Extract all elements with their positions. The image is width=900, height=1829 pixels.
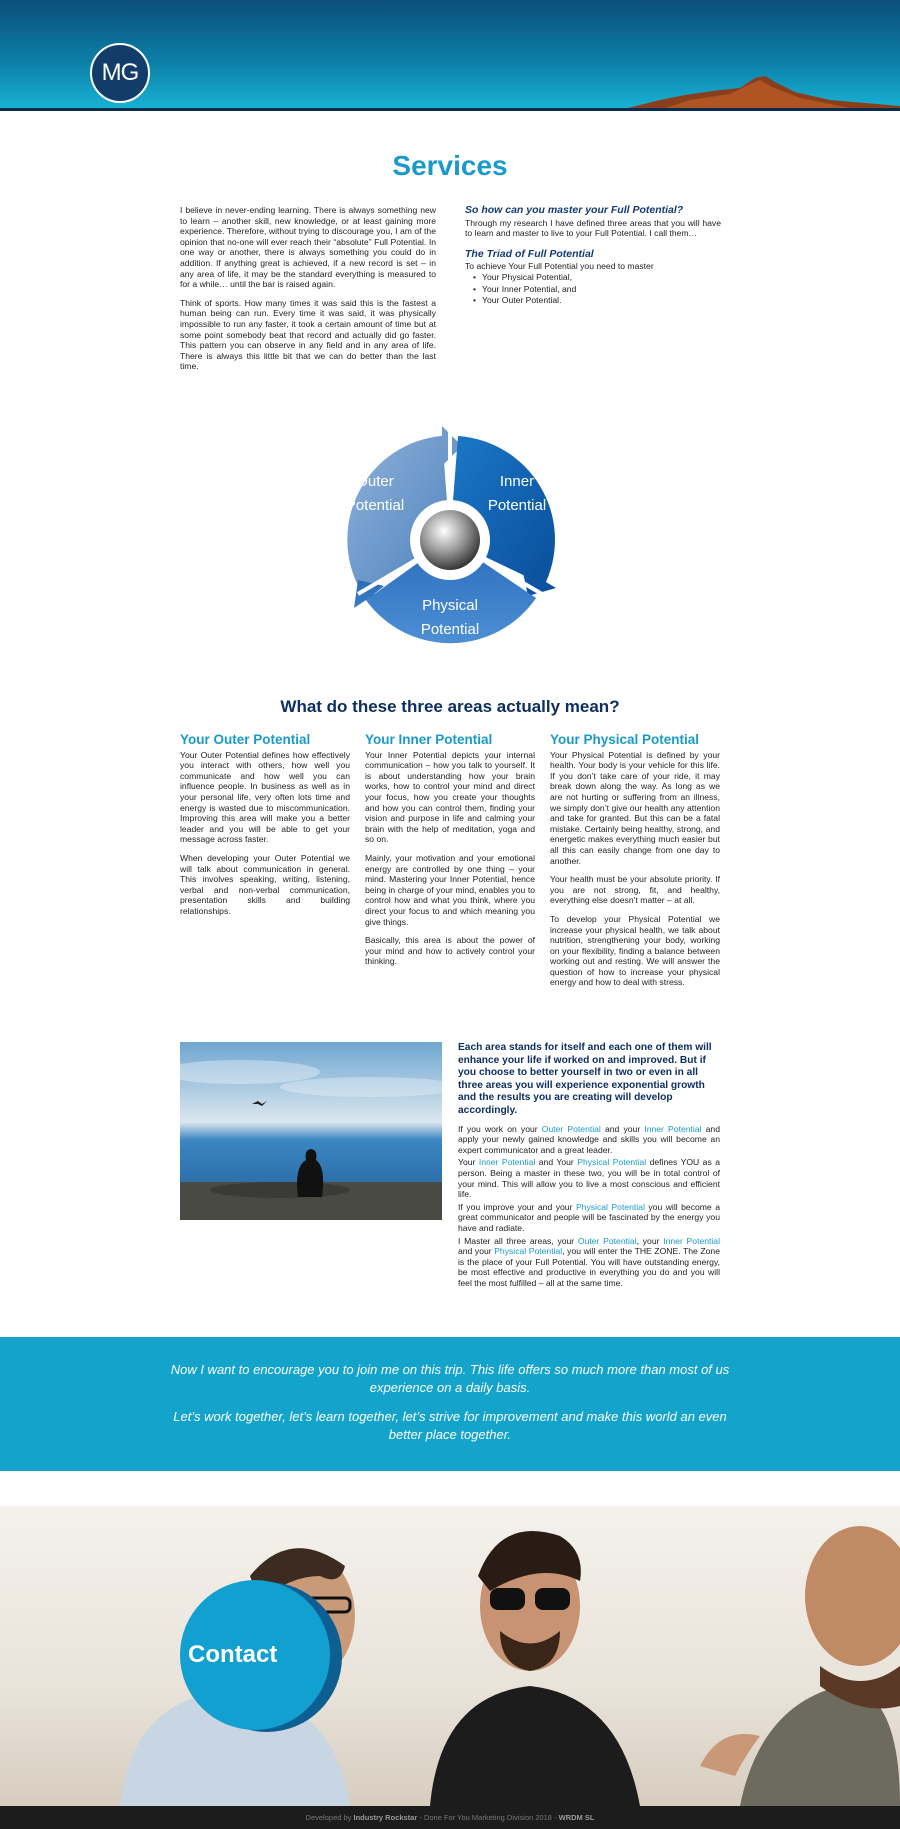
column-paragraph: When developing your Outer Potential we will talk about communication in general. This involves speaking, writing, listening, verbal and non-verbal communication, presentation skills and building relationships.	[180, 852, 350, 916]
triad-list	[465, 272, 721, 306]
site-footer	[0, 1806, 900, 1829]
text-span: and apply your newly gained knowledge and skills you will become an expert communicator and a great leader.	[458, 1123, 720, 1155]
question-text: Through my research I have defined three areas that you will have to learn and master to live to your Full Potential. I call them…	[465, 217, 721, 239]
outer-potential-title: Your Outer Potential	[180, 732, 311, 747]
highlight-physical: Physical Potential	[577, 1157, 647, 1168]
physical-potential-column	[550, 732, 720, 996]
header-divider	[0, 108, 900, 111]
summary-paragraph	[458, 1202, 720, 1234]
text-span: Your	[458, 1157, 479, 1168]
column-paragraph: Your Outer Potential defines how effectively you interact with others, how well you communicate and how well you can influence people. In business as well as in your personal life, very often lots time and energy is wasted due to miscommunication. Improving this area will make you a better leader and you will be able to get your message across faster.	[180, 749, 350, 845]
highlight-outer: Outer Potential	[541, 1123, 601, 1134]
text-span: you will become a great communicator and people will be fascinated by the energy you have and radiate.	[458, 1201, 720, 1233]
footer-text: Developed by	[305, 1813, 354, 1822]
outer-potential-column	[180, 732, 350, 925]
contact-button[interactable]: Contact	[180, 1580, 330, 1730]
inner-potential-column	[365, 732, 535, 975]
column-paragraph: Basically, this area is about the power of your mind and how to actively control your thinking.	[365, 935, 535, 967]
triad-heading: The Triad of Full Potential	[465, 247, 594, 260]
contact-photo	[0, 1506, 900, 1806]
highlight-physical: Physical Potential	[494, 1246, 563, 1257]
label-line: Potential	[420, 621, 480, 638]
summary-lead: Each area stands for itself and each one of them will enhance your life if worked on and improved. But if you choose to better yourself in two or even in all three areas you will experience exponential growth and the results you are creating will develop accordingly.	[458, 1042, 712, 1116]
text-span: and your	[458, 1246, 495, 1257]
intro-left-column	[180, 205, 436, 380]
column-paragraph: Your Inner Potential depicts your internal communication – how you talk to yourself. It is about understanding how your brain works, how to control your mind and direct your focus, how you create your thoughts and how you can control them, finding your vision and purpose in life and calming your brain with the help of meditation, yoga and so on.	[365, 749, 535, 845]
summary-text	[458, 1042, 720, 1290]
triad-text: To achieve Your Full Potential you need to master	[465, 261, 654, 272]
column-paragraph: Your health must be your absolute priority. If you are not strong, fit, and healthy, everything else doesn’t matter – at all.	[550, 874, 720, 906]
column-paragraph: Your Physical Potential is defined by your health. Your body is your vehicle for this life. If you don’t take care of your ride, it may break down along the way. As long as we are not hurting or suffering from an illness, we simply don’t give our health any attention and take for granted. But this can be a fatal mistake. Certainly being healthy, strong, and energetic makes everything much easier but all this can easily change from one day to another.	[550, 749, 720, 866]
text-span: and your	[600, 1123, 645, 1134]
text-span: If you work on your	[458, 1123, 542, 1134]
label-line: Potential	[487, 497, 547, 514]
intro-paragraph: Think of sports. How many times it was said this is the fastest a human being can run. Every time it was said, it was physically impossible to run any faster, it took a certain amount of time but at some point somebody beat that record and actually did go faster. This pattern you can observe in any field and in any area of life. There is always this little bit that we can do better than the last time.	[180, 297, 436, 372]
label-line: Outer	[356, 473, 394, 490]
text-span: I Master all three areas, your	[458, 1235, 578, 1246]
physical-potential-title: Your Physical Potential	[550, 732, 700, 747]
footer-text: - Done For You Marketing Division 2018 -	[417, 1813, 559, 1822]
intro-paragraph: I believe in never-ending learning. There is always something new to learn – another skill, new knowledge, or at least gaining more experience. Therefore, without trying to discourage you, I am of the opinion that no-one will ever reach their “absolute” Full Potential. In one way or another, there is always something you could do in addition. If anything great is achieved, if a new record is set – in any area of life, it may be the standard everything is measured to for a while… until the bar is raised again.	[180, 205, 436, 290]
question-heading: So how can you master your Full Potential?	[465, 204, 684, 216]
banner-line: Now I want to encourage you to join me on this trip. This life offers so much more than most of us experience on a daily basis.	[170, 1362, 730, 1395]
banner-line: Let’s work together, let’s learn together, let’s strive for improvement and make this world an even better place together.	[173, 1409, 727, 1442]
site-logo[interactable]: MG	[90, 43, 150, 103]
footer-brand-link[interactable]: Industry Rockstar	[353, 1813, 418, 1822]
inner-potential-title: Your Inner Potential	[365, 732, 493, 747]
triad-cycle-diagram	[314, 404, 586, 676]
summary-paragraph	[458, 1157, 720, 1199]
label-line: Physical	[422, 597, 478, 614]
mountain-climber-image	[600, 70, 900, 110]
text-span: , you will enter the THE ZONE. The Zone is the place of your Full Potential. You will have outstanding energy, be most effective and productive in everything you do and you will feel the most fulfilled – all at the same time.	[458, 1246, 720, 1288]
list-item: • Your Inner Potential, and	[473, 284, 721, 295]
highlight-inner: Inner Potential	[478, 1157, 536, 1168]
text-span: , your	[636, 1235, 664, 1246]
text-span: defines YOU as a person. Being a master in these two, you will be in total control of your mind. This will allow you to live a most conscious and efficient life.	[458, 1157, 720, 1200]
highlight-inner: Inner Potential	[644, 1123, 702, 1134]
encouragement-banner	[0, 1337, 900, 1471]
text-span: If you improve your and your	[458, 1201, 576, 1212]
list-item: • Your Outer Potential.	[473, 295, 721, 306]
column-paragraph: To develop your Physical Potential we increase your physical health, we talk about nutrition, strengthening your body, working on your flexibility, finding a balance between working out and resting. We will answer the question of how to increase your physical energy and how to deal with stress.	[550, 913, 720, 988]
column-paragraph: Mainly, your motivation and your emotional energy are controlled by one thing – your mind. Mastering your Inner Potential, hence being in charge of your mind, enables you to control how and what you think, where you direct your focus to and which meaning you give things.	[365, 852, 535, 927]
highlight-outer: Outer Potential	[577, 1235, 637, 1246]
intro-right-column	[465, 205, 721, 307]
summary-paragraph	[458, 1124, 720, 1156]
text-span: and Your	[535, 1157, 578, 1168]
footer-company: WRDM SL	[558, 1813, 595, 1822]
summary-paragraph	[458, 1236, 720, 1289]
inner-potential-label	[462, 470, 572, 518]
highlight-physical: Physical Potential	[575, 1201, 645, 1212]
areas-heading: What do these three areas actually mean?	[280, 697, 620, 716]
outer-potential-label	[320, 470, 430, 518]
page-title: Services	[392, 150, 508, 181]
highlight-inner: Inner Potential	[663, 1235, 720, 1246]
label-line: Inner	[499, 473, 535, 490]
physical-potential-label	[395, 594, 505, 642]
label-line: Potential	[345, 497, 405, 514]
seaside-photo	[180, 1042, 442, 1220]
list-item: • Your Physical Potential,	[473, 272, 721, 283]
